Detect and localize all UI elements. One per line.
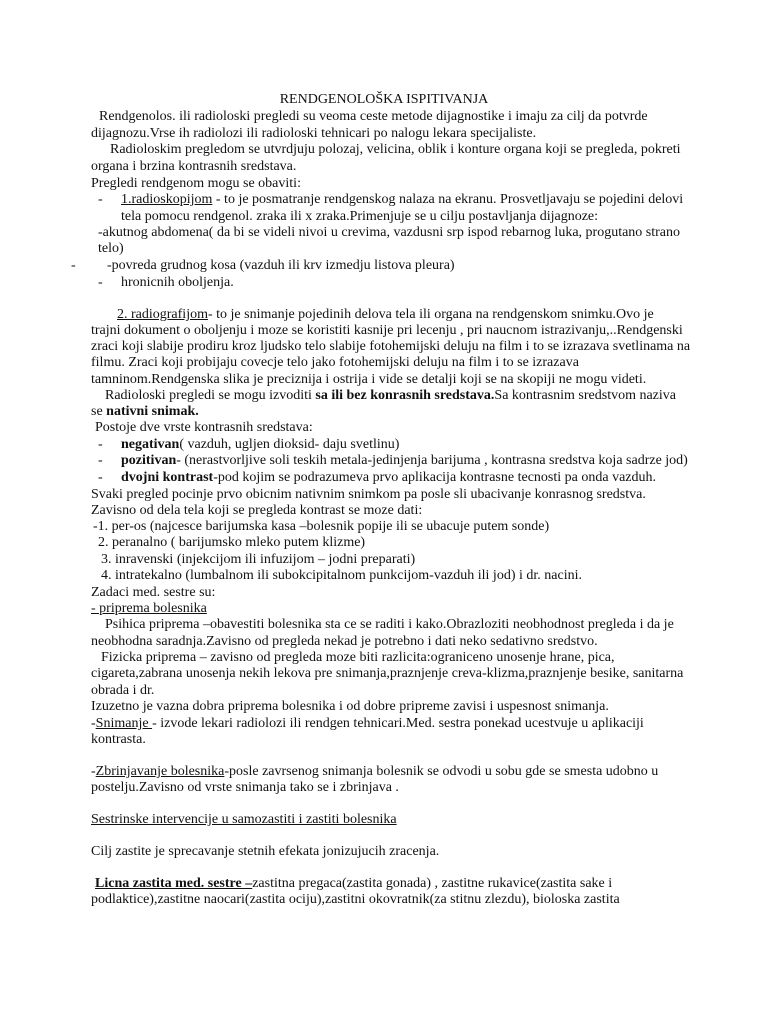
paragraph-line: postelju.Zavisno od vrste snimanja tako se i zbrinjava . [91, 780, 399, 795]
list-item: hronicnih oboljenja. [121, 275, 234, 290]
text-run: -pod kojim se podrazumeva prvo aplikacija kontrasne tecnosti pa onda vazduh. [213, 470, 656, 485]
paragraph-line: dijagnozu.Vrse ih radiolozi ili radioloski tehnicari po nalogu lekara specijaliste. [91, 126, 537, 141]
paragraph-line: Radioloskim pregledom se utvrdjuju polozaj, velicina, oblik i konture organa koji se pregleda, pokreti [110, 142, 681, 157]
paragraph-line [91, 403, 199, 420]
zbrinjavanje-term: Zbrinjavanje bolesnika [95, 764, 225, 779]
text-run: - izvode lekari radiolozi ili rendgen tehnicari.Med. sestra ponekad ucestvuje u aplikaciji [152, 716, 644, 731]
paragraph-line [105, 387, 676, 404]
text-run: -posle zavrsenog snimanja bolesnik se odvodi u sobu gde se smesta udobno u [224, 764, 659, 779]
list-item [121, 436, 399, 453]
priprema-heading: - priprema bolesnika [91, 601, 207, 616]
list-dash: - [71, 258, 76, 273]
text-run: Radioloski pregledi se mogu izvoditi [105, 388, 316, 403]
bold-text: nativni snimak. [106, 404, 199, 419]
text-run: se [91, 404, 107, 419]
paragraph-line: obrada i dr. [91, 683, 155, 698]
bold-text: sa ili bez konrasnih sredstava. [315, 388, 495, 403]
paragraph-line: trajni dokument o oboljenju i moze se koristiti kasnije pri lecenju , pri naucnom istrazivanju,..Rendgenski [91, 323, 683, 338]
text-run: - [91, 716, 96, 731]
paragraph-line: podlaktice),zastitne naocari(zastita ociju),zastitni okovratnik(za stitnu zlezdu), bioloska zastita [91, 892, 620, 907]
licna-zastita-term: Licna zastita med. sestre – [95, 876, 253, 891]
paragraph-line [91, 763, 658, 780]
list-dash: - [98, 453, 103, 468]
text-run: ( vazduh, ugljen dioksid- daju svetlinu) [179, 437, 400, 452]
paragraph-line: neobhodna saradnja.Zavisno od pregleda nekad je potrebno i dati neko sedativno sredstvo. [91, 634, 598, 649]
paragraph-line: Svaki pregled pocinje prvo obicnim nativnim snimkom pa posle sli ubacivanje konrasnog sredstva. [91, 487, 646, 502]
sestrinske-intervencije-heading: Sestrinske intervencije u samozastiti i zastiti bolesnika [91, 812, 397, 827]
paragraph-line: tamninom.Rendgenska slika je preciznija i ostrija i vide se detalji koji se na skopiji ne mogu videti. [91, 372, 647, 387]
list-dash: - [98, 275, 103, 290]
list-item-text: - to je snimanje pojedinih delova tela ili organa na rendgenskom snimku.Ovo je [207, 307, 654, 322]
list-item: 3. inravenski (injekcijom ili infuzijom – jodni preparati) [101, 552, 416, 567]
snimanje-term: Snimanje [95, 716, 153, 731]
list-item: 4. intratekalno (lumbalnom ili subokcipitalnom punkcijom-vazduh ili jod) i dr. nacini. [101, 568, 582, 583]
radiografija-term: 2. radiografijom [117, 307, 208, 322]
paragraph-line: Zadaci med. sestre su: [91, 585, 216, 600]
text-run: - (nerastvorljive soli teskih metala-jedinjenja barijuma , kontrasna sredstva koja sadrze jod) [176, 453, 688, 468]
paragraph-line: filmu. Zraci koji probijaju covecje telo jako fotohemijski deluju na film i to se izrazava [91, 355, 579, 370]
list-item: -povreda grudnog kosa (vazduh ili krv izmedju listova pleura) [107, 258, 455, 273]
paragraph-line: zraci koji slabije prodiru kroz ljudsko telo slabije fotohemijski deluju na film i to se izrazava svetlinama na [91, 339, 691, 354]
list-item-radioskopija [121, 191, 683, 208]
paragraph-line [95, 875, 612, 892]
list-item [121, 452, 688, 469]
list-item-text: - to je posmatranje rendgenskog nalaza na ekranu. Prosvetljavaju se pojedini delovi [212, 192, 684, 207]
text-run: - [91, 764, 96, 779]
paragraph-line: Fizicka priprema – zavisno od pregleda moze biti razlicita:ograniceno unosenje hrane, pica, [101, 650, 615, 665]
paragraph-line: Pregledi rendgenom mogu se obaviti: [91, 176, 301, 191]
paragraph-line: Rendgenolos. ili radioloski pregledi su veoma ceste metode dijagnostike i imaju za cilj da potvrde [99, 109, 648, 124]
list-dash: - [98, 437, 103, 452]
bold-text: dvojni kontrast [121, 470, 214, 485]
paragraph-line: organa i brzina kontrasnih sredstava. [91, 159, 297, 174]
bold-text: pozitivan [121, 453, 177, 468]
list-dash: - [98, 470, 103, 485]
list-dash: - [98, 192, 103, 207]
paragraph-line: telo) [98, 241, 124, 256]
paragraph-line: kontrasta. [91, 732, 146, 747]
paragraph-line: Izuzetno je vazna dobra priprema bolesnika i od dobre pripreme zavisi i uspesnost snimanja. [91, 699, 609, 714]
paragraph-line: Zavisno od dela tela koji se pregleda kontrast se moze dati: [91, 503, 423, 518]
list-item [121, 469, 656, 486]
bold-text: negativan [121, 437, 180, 452]
paragraph-line: tela pomocu rendgenol. zraka ili x zraka.Primenjuje se u cilju postavljanja dijagnoze: [121, 209, 599, 224]
section-heading [91, 811, 397, 828]
paragraph-line: Psihica priprema –obavestiti bolesnika sta ce se raditi i kako.Obrazloziti neobhodnost pregleda i da je [105, 617, 674, 632]
text-run: zastitna pregaca(zastita gonada) , zastitne rukavice(zastita sake i [252, 876, 613, 891]
section-heading [91, 600, 207, 617]
paragraph-line: -akutnog abdomena( da bi se videli nivoi u crevima, vazdusni srp ispod rebarnog luka, progutano strano [98, 225, 681, 240]
paragraph-line: Cilj zastite je sprecavanje stetnih efekata jonizujucih zracenja. [91, 844, 440, 859]
paragraph-line: Postoje dve vrste kontrasnih sredstava: [95, 420, 313, 435]
list-item: -1. per-os (najcesce barijumska kasa –bolesnik popije ili se ubacuje putem sonde) [93, 519, 550, 534]
list-item: 2. peranalno ( barijumsko mleko putem klizme) [98, 535, 366, 550]
document-title: RENDGENOLOŠKA ISPITIVANJA [279, 92, 489, 107]
list-item-radiografija [117, 306, 654, 323]
text-run: Sa kontrasnim sredstvom naziva [494, 388, 676, 403]
paragraph-line [91, 715, 644, 732]
radioskopija-term: 1.radioskopijom [121, 192, 213, 207]
bold-underlined-text [95, 876, 252, 891]
paragraph-line: cigareta,zabrana unosenja nekih lekova pre snimanja,praznjenje creva-klizma,praznjenje besike, sanitarna [91, 666, 684, 681]
